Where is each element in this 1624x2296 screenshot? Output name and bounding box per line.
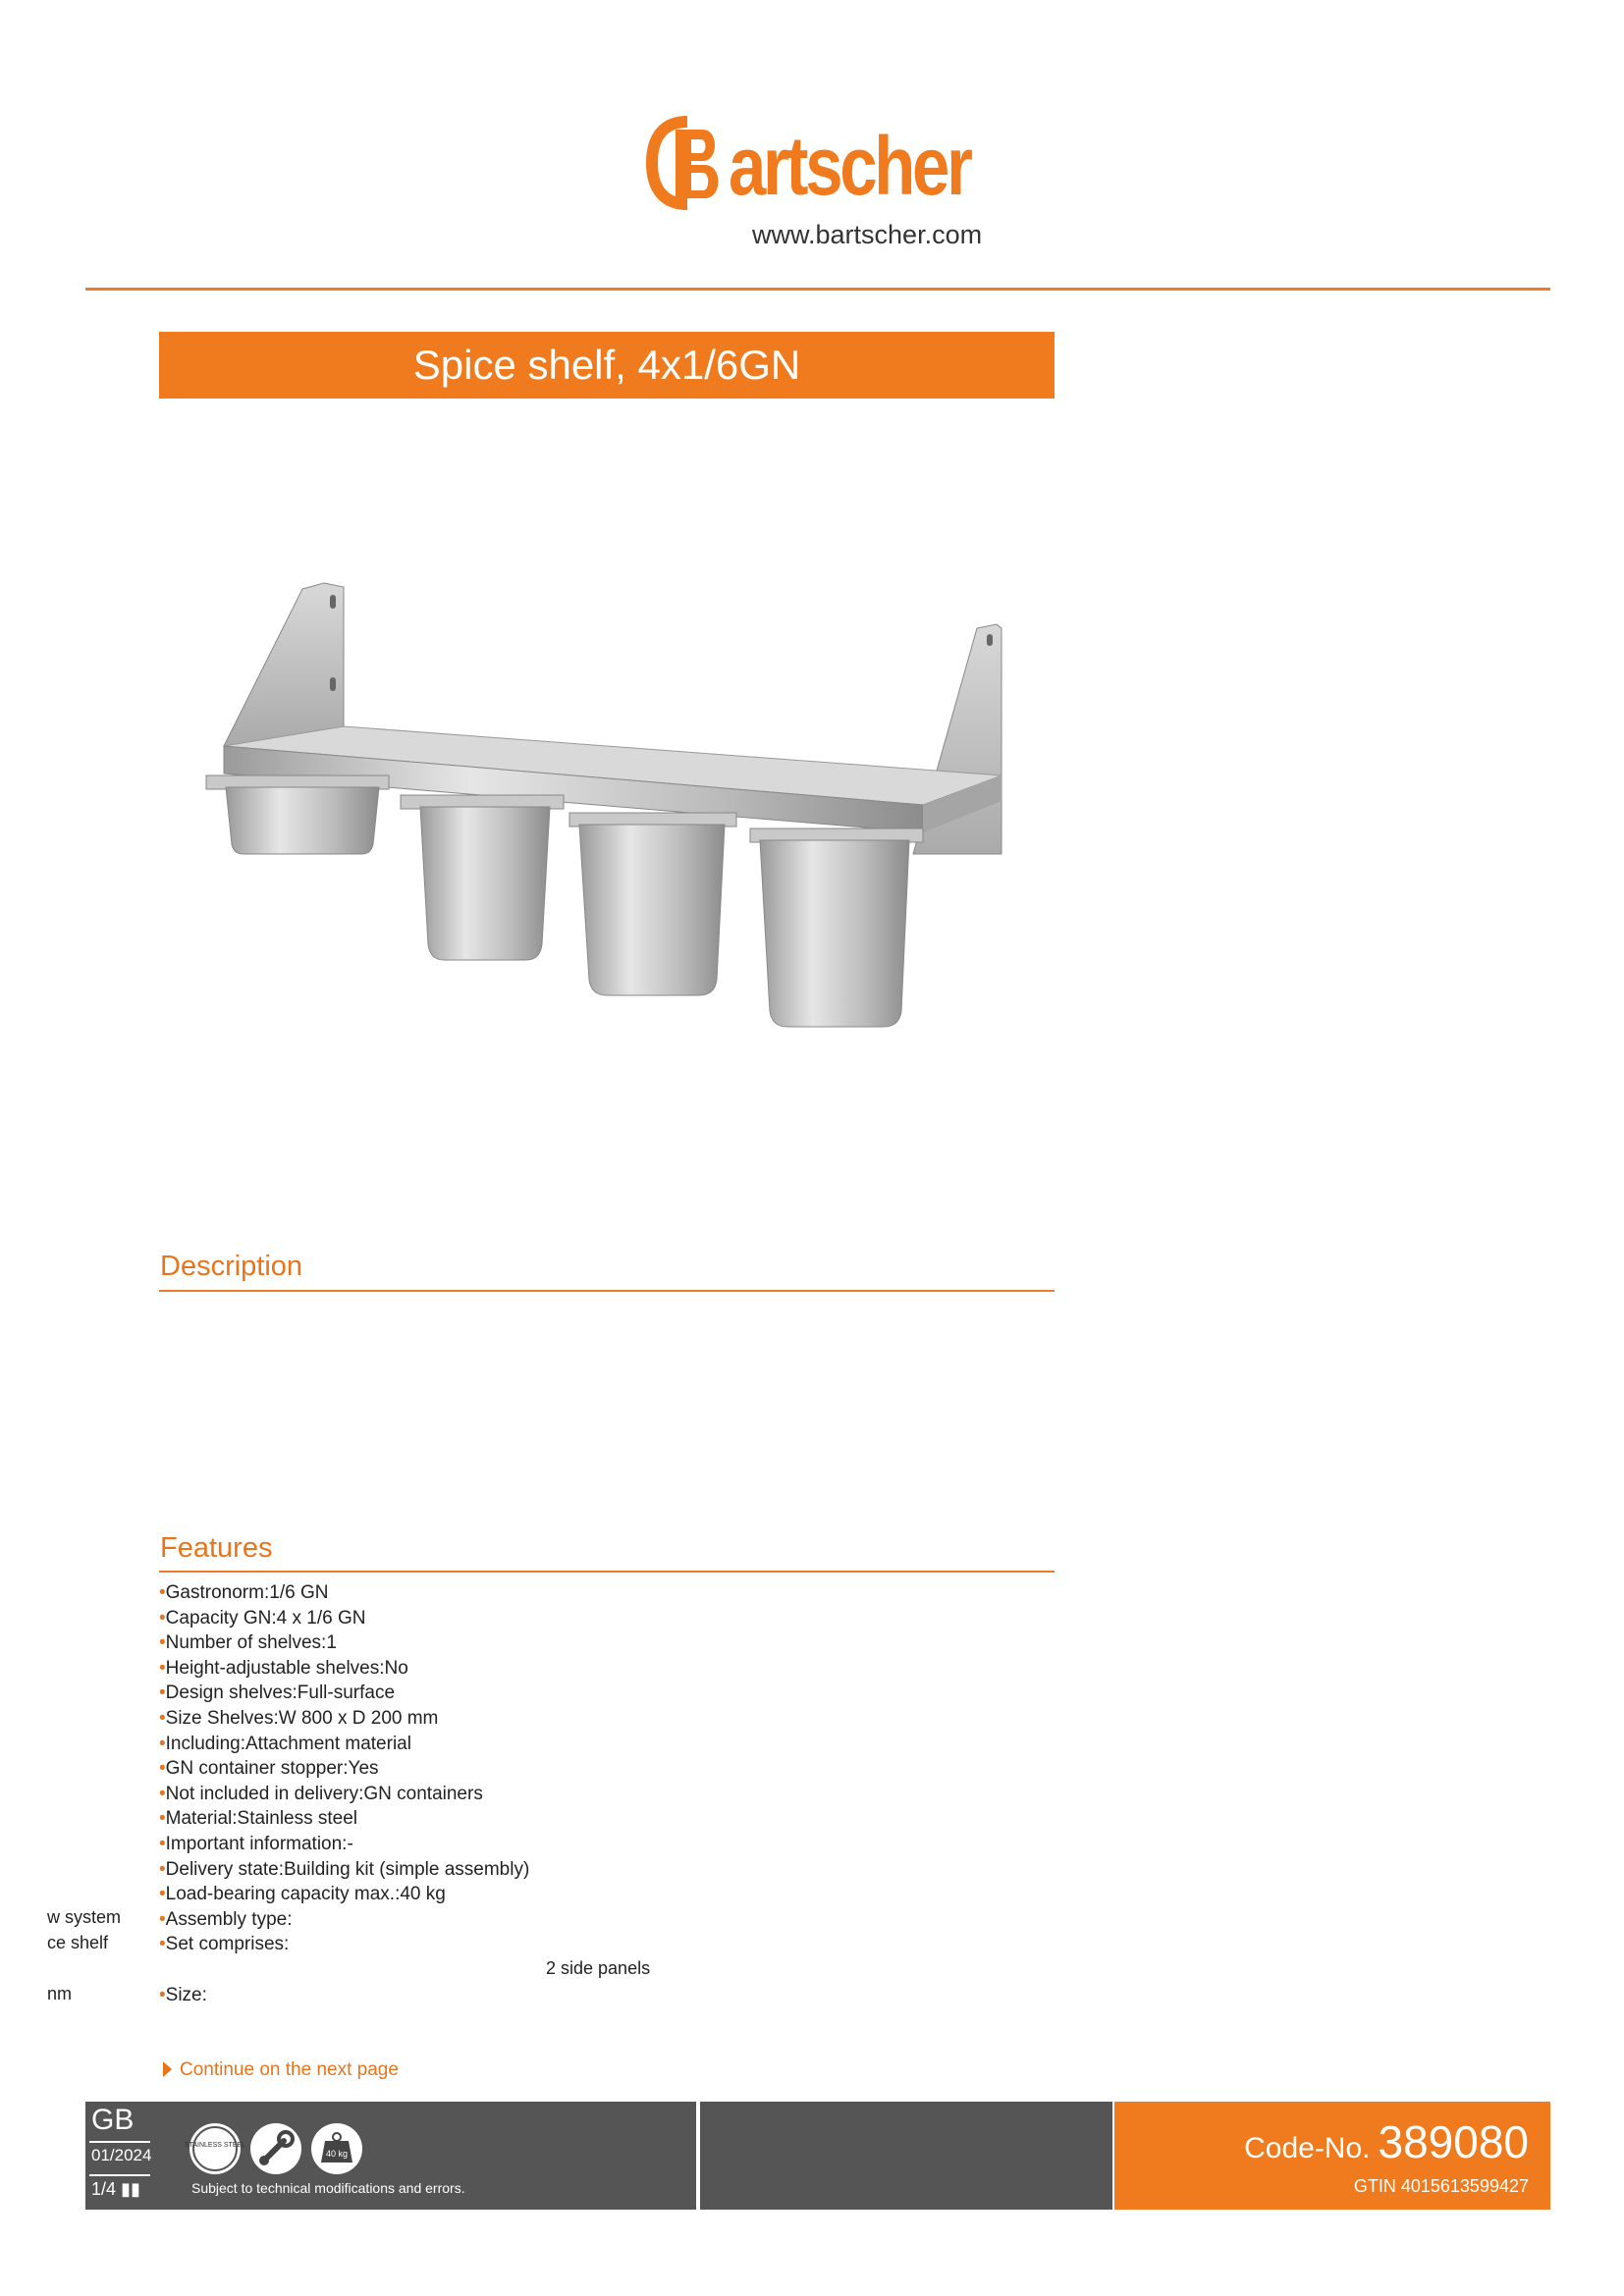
gtin-number: GTIN 4015613599427 bbox=[1353, 2176, 1529, 2196]
brand-wordmark: artscher bbox=[729, 120, 970, 212]
language-code: GB bbox=[91, 2104, 135, 2136]
product-image bbox=[196, 569, 1060, 1080]
disclaimer-text: Subject to technical modifications and errors. bbox=[191, 2180, 465, 2196]
feature-item: •Height-adjustable shelves:No bbox=[159, 1657, 408, 1679]
logo-b-mark-icon bbox=[648, 116, 725, 210]
overflow-set-text: ce shelf bbox=[47, 1933, 109, 1952]
code-number: Code-No. 389080 bbox=[1244, 2116, 1529, 2167]
feature-item: •Set comprises: bbox=[159, 1934, 290, 1955]
doc-date: 01/2024 bbox=[91, 2146, 152, 2164]
meta-divider bbox=[89, 2174, 150, 2176]
doc-meta bbox=[85, 2102, 154, 2210]
feature-item: •Size Shelves:W 800 x D 200 mm bbox=[159, 1707, 439, 1729]
brand-logo bbox=[648, 116, 1001, 253]
stainless-steel-icon bbox=[184, 2123, 246, 2174]
weight-icon-text: 40 kg bbox=[325, 2149, 349, 2159]
book-icon: ▮▮ bbox=[121, 2179, 140, 2199]
feature-list bbox=[159, 1580, 1062, 2008]
footer-code-panel bbox=[1114, 2102, 1550, 2210]
footer bbox=[85, 2102, 1550, 2210]
features-divider bbox=[159, 1571, 1055, 1573]
stainless-steel-icon-text: STAINLESS STEEL bbox=[184, 2142, 246, 2149]
feature-item: •Capacity GN:4 x 1/6 GN bbox=[159, 1607, 366, 1629]
feature-item: •Delivery state:Building kit (simple assembly) bbox=[159, 1858, 530, 1880]
description-divider bbox=[159, 1290, 1055, 1292]
page-number: 1/4 ▮▮ bbox=[91, 2179, 140, 2199]
feature-item: •Design shelves:Full-surface bbox=[159, 1682, 396, 1704]
header-divider bbox=[85, 288, 1550, 291]
feature-item: •Material:Stainless steel bbox=[159, 1808, 358, 1830]
feature-item: •Size: bbox=[159, 1984, 207, 2005]
arrow-right-icon bbox=[163, 2061, 172, 2077]
overflow-size-text: nm bbox=[47, 1984, 73, 2003]
brand-url: www.bartscher.com bbox=[752, 220, 983, 249]
feature-item: •Gastronorm:1/6 GN bbox=[159, 1582, 329, 1603]
feature-item: •Important information:- bbox=[159, 1833, 353, 1854]
wrench-icon bbox=[250, 2123, 301, 2174]
feature-item: •Assembly type: bbox=[159, 1908, 293, 1930]
weight-40kg-icon bbox=[311, 2123, 362, 2174]
feature-item: •Including:Attachment material bbox=[159, 1733, 411, 1754]
continue-link[interactable]: Continue on the next page bbox=[163, 2059, 399, 2081]
product-title: Spice shelf, 4x1/6GN bbox=[159, 332, 1055, 399]
overflow-assembly-text: w system bbox=[47, 1907, 122, 1927]
footer-middle-panel bbox=[700, 2102, 1112, 2210]
feature-item: •Not included in delivery:GN containers bbox=[159, 1783, 483, 1804]
features-heading: Features bbox=[160, 1532, 273, 1564]
feature-item: •Load-bearing capacity max.:40 kg bbox=[159, 1884, 446, 1905]
overflow-set-extra-text: 2 side panels bbox=[546, 1958, 651, 1978]
description-heading: Description bbox=[160, 1251, 303, 1282]
meta-divider bbox=[89, 2141, 150, 2143]
feature-item: •GN container stopper:Yes bbox=[159, 1758, 379, 1780]
footer-left-panel bbox=[85, 2102, 696, 2210]
feature-item: •Number of shelves:1 bbox=[159, 1632, 337, 1654]
